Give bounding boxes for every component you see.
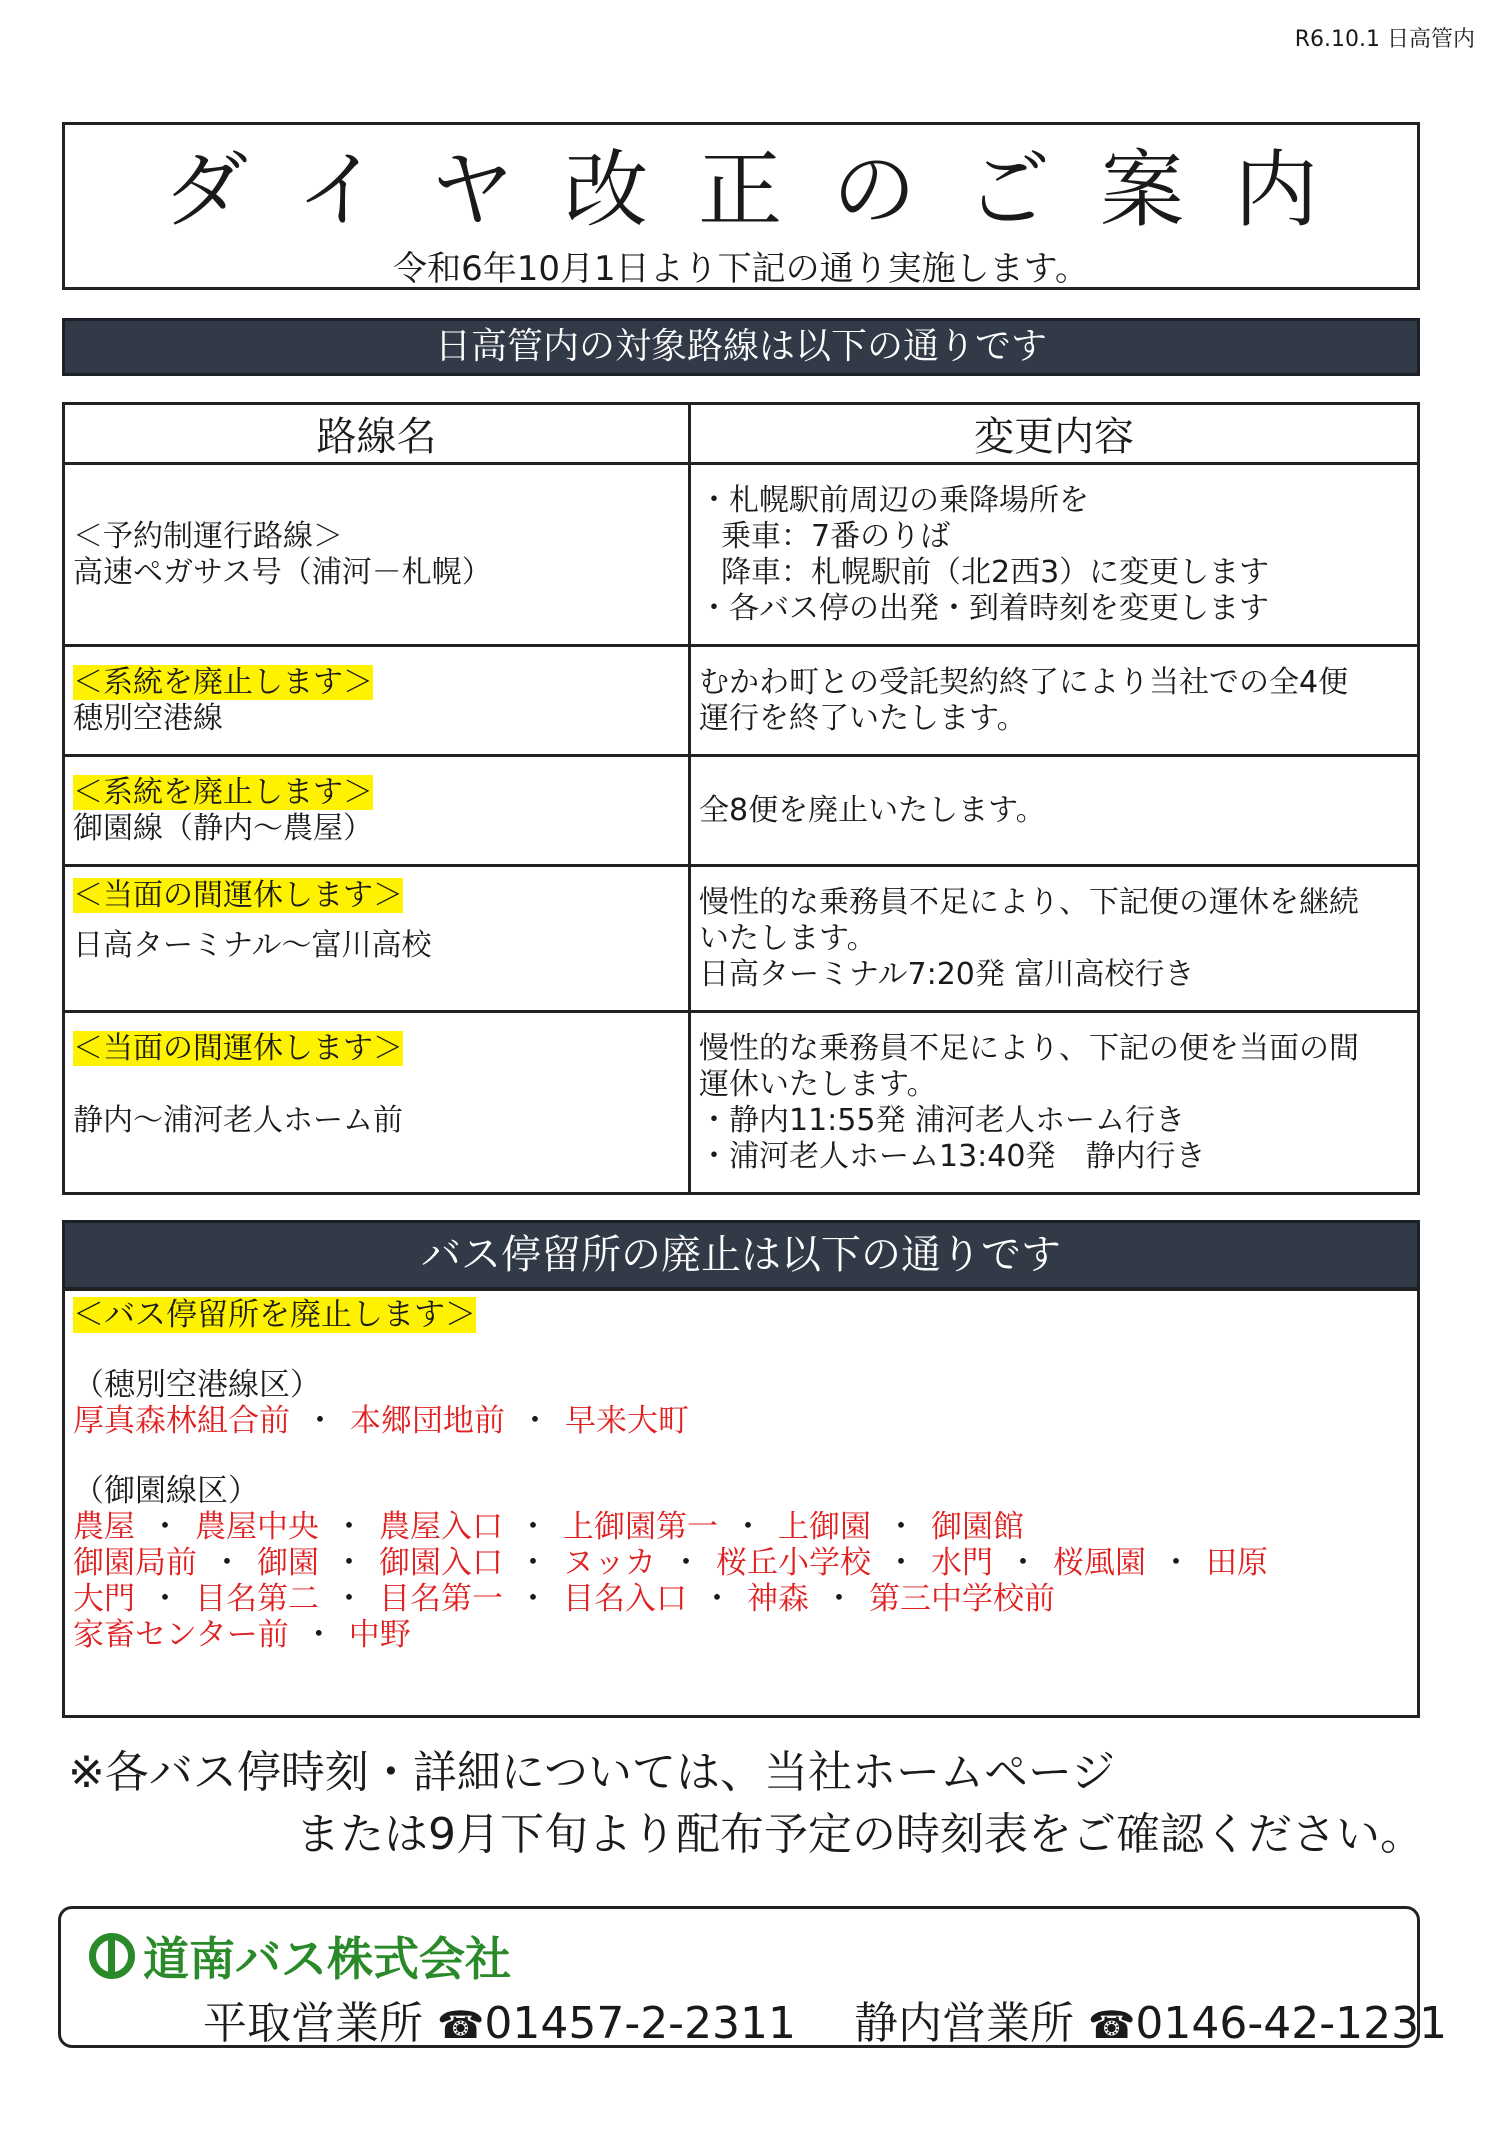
stop-separator: ・ [333, 1545, 365, 1581]
change-line: むかわ町との受託契約終了により当社での全4便 [699, 664, 1349, 700]
table-row [64, 646, 1419, 756]
change-line: 運休いたします。 [699, 1066, 937, 1102]
change-cell [690, 756, 1419, 866]
stops-line [73, 1509, 1409, 1545]
change-line: ・各バス停の出発・到着時刻を変更します [699, 590, 1269, 626]
route-cell [64, 646, 690, 756]
stop-separator: ・ [885, 1509, 917, 1545]
stop-separator: ・ [211, 1545, 243, 1581]
abolished-stops-box [62, 1288, 1420, 1718]
stops-group-label: （穂別空港線区） [73, 1367, 321, 1403]
stop-separator: ・ [732, 1509, 764, 1545]
table-row [64, 1012, 1419, 1194]
stops-group-2 [73, 1509, 1409, 1653]
table-row [64, 464, 1419, 646]
bus-stop-name: 中野 [348, 1617, 411, 1653]
status-tag: ＜当面の間運休します＞ [73, 1030, 403, 1066]
route-cell [64, 756, 690, 866]
section-heading-routes: 日高管内の対象路線は以下の通りです [62, 318, 1420, 376]
bus-stop-name: 目名第一 [379, 1581, 503, 1617]
route-name: 静内～浦河老人ホーム前 [73, 1102, 403, 1138]
bus-stop-name: 桜風園 [1053, 1545, 1146, 1581]
stop-separator: ・ [303, 1617, 335, 1653]
office-phone: 0146-42-1231 [1135, 1998, 1448, 2049]
change-line: ・札幌駅前周辺の乗降場所を [699, 482, 1089, 518]
bus-stop-name: 上御園第一 [563, 1509, 718, 1545]
phone-icon: ☎ [1088, 2003, 1136, 2047]
stop-separator: ・ [149, 1581, 181, 1617]
page-subtitle: 令和6年10月1日より下記の通り実施します。 [393, 249, 1089, 289]
bus-stop-name: 家畜センター前 [73, 1617, 289, 1653]
bus-stop-name: 上御園 [778, 1509, 871, 1545]
office-phone: 01457-2-2311 [484, 1998, 797, 2049]
change-cell [690, 646, 1419, 756]
change-line: 慢性的な乗務員不足により、下記の便を当面の間 [699, 1030, 1359, 1066]
stop-separator: ・ [701, 1581, 733, 1617]
change-line: 全8便を廃止いたします。 [699, 792, 1046, 828]
change-cell [690, 866, 1419, 1012]
section-heading-stops: バス停留所の廃止は以下の通りです [62, 1220, 1420, 1290]
bus-stop-name: 農屋入口 [379, 1509, 503, 1545]
bus-stop-name: 目名入口 [563, 1581, 687, 1617]
notice-line-2: または9月下旬より配布予定の時刻表をご確認ください。 [296, 1809, 1424, 1860]
bus-stop-name: 神森 [747, 1581, 809, 1617]
bus-stop-name: 御園館 [931, 1509, 1024, 1545]
stop-separator: ・ [333, 1509, 365, 1545]
bus-stop-name: 農屋中央 [195, 1509, 319, 1545]
change-line: 乗車：7番のりば [721, 518, 951, 554]
route-cell [64, 866, 690, 1012]
stop-separator: ・ [670, 1545, 702, 1581]
bus-stop-name: 桜丘小学校 [716, 1545, 871, 1581]
office-name: 平取営業所 [203, 1998, 423, 2049]
page-title: ダイヤ改正のご案内 [163, 141, 1369, 239]
company-footer [58, 1906, 1448, 2049]
bus-stop-name: 第三中学校前 [869, 1581, 1055, 1617]
stop-separator: ・ [517, 1581, 549, 1617]
phone-icon: ☎ [437, 2003, 485, 2047]
status-tag: ＜当面の間運休します＞ [73, 877, 403, 913]
stops-group-1 [73, 1403, 1409, 1439]
bus-stop-name: 水門 [931, 1545, 993, 1581]
issue-date-note: R6.10.1 日高管内 [1294, 27, 1475, 52]
stops-line [73, 1545, 1409, 1581]
bus-stop-name: 本郷団地前 [350, 1403, 505, 1439]
company-name: 道南バス株式会社 [143, 1932, 511, 1986]
change-line: 運行を終了いたします。 [699, 700, 1027, 736]
stops-line [73, 1617, 1409, 1653]
route-name: 日高ターミナル～富川高校 [73, 927, 432, 963]
change-line: 降車：札幌駅前（北2西3）に変更します [721, 554, 1270, 590]
bus-stop-name: 厚真森林組合前 [73, 1403, 290, 1439]
change-line: 慢性的な乗務員不足により、下記便の運休を継続 [699, 884, 1359, 920]
stop-separator: ・ [823, 1581, 855, 1617]
stops-line [73, 1581, 1409, 1617]
table-row [64, 756, 1419, 866]
header-route: 路線名 [64, 404, 690, 464]
bus-stop-name: 目名第二 [195, 1581, 319, 1617]
bus-stop-name: 御園 [257, 1545, 319, 1581]
route-cell [64, 1012, 690, 1194]
table-header-row [64, 404, 1419, 464]
bus-stop-name: 早来大町 [565, 1403, 689, 1439]
route-name: 御園線（静内～農屋） [73, 810, 373, 846]
bus-stop-name: 大門 [73, 1581, 135, 1617]
stop-separator: ・ [517, 1545, 549, 1581]
office-hiratori [203, 1998, 810, 2049]
bus-stop-name: 御園局前 [73, 1545, 197, 1581]
status-tag: ＜系統を廃止します＞ [73, 774, 373, 810]
change-cell [690, 464, 1419, 646]
route-category: ＜予約制運行路線＞ [73, 518, 343, 554]
stops-line [73, 1403, 1409, 1439]
office-contacts [203, 1987, 1489, 2051]
stop-separator: ・ [517, 1509, 549, 1545]
bus-stop-name: 田原 [1206, 1545, 1268, 1581]
stop-separator: ・ [885, 1545, 917, 1581]
bus-stop-name: ヌッカ [563, 1545, 656, 1581]
table-row [64, 866, 1419, 1012]
route-name: 穂別空港線 [73, 700, 223, 736]
change-line: ・浦河老人ホーム13:40発 静内行き [699, 1138, 1206, 1174]
change-line: 日高ターミナル7:20発 富川高校行き [699, 956, 1195, 992]
company-logo-icon [89, 1933, 135, 1979]
title-box [62, 122, 1420, 290]
stop-separator: ・ [1007, 1545, 1039, 1581]
stop-separator: ・ [304, 1403, 336, 1439]
change-line: ・静内11:55発 浦河老人ホーム行き [699, 1102, 1185, 1138]
stops-group-label: （御園線区） [73, 1473, 259, 1509]
route-cell [64, 464, 690, 646]
notice-text [68, 1742, 1424, 1866]
stop-separator: ・ [333, 1581, 365, 1617]
company-logo [89, 1923, 511, 1989]
office-shizunai [854, 1998, 1447, 2049]
stops-tag: ＜バス停留所を廃止します＞ [73, 1297, 476, 1333]
routes-table [62, 402, 1420, 1195]
office-name: 静内営業所 [854, 1998, 1075, 2049]
status-tag: ＜系統を廃止します＞ [73, 664, 373, 700]
route-name: 高速ペガサス号（浦河－札幌） [73, 554, 492, 590]
bus-stop-name: 農屋 [73, 1509, 135, 1545]
change-cell [690, 1012, 1419, 1194]
notice-line-1: ※各バス停時刻・詳細については、当社ホームページ [68, 1747, 1116, 1798]
change-line: いたします。 [699, 920, 877, 956]
header-change: 変更内容 [690, 404, 1419, 464]
bus-stop-name: 御園入口 [379, 1545, 503, 1581]
stop-separator: ・ [1160, 1545, 1192, 1581]
stop-separator: ・ [519, 1403, 551, 1439]
stop-separator: ・ [149, 1509, 181, 1545]
